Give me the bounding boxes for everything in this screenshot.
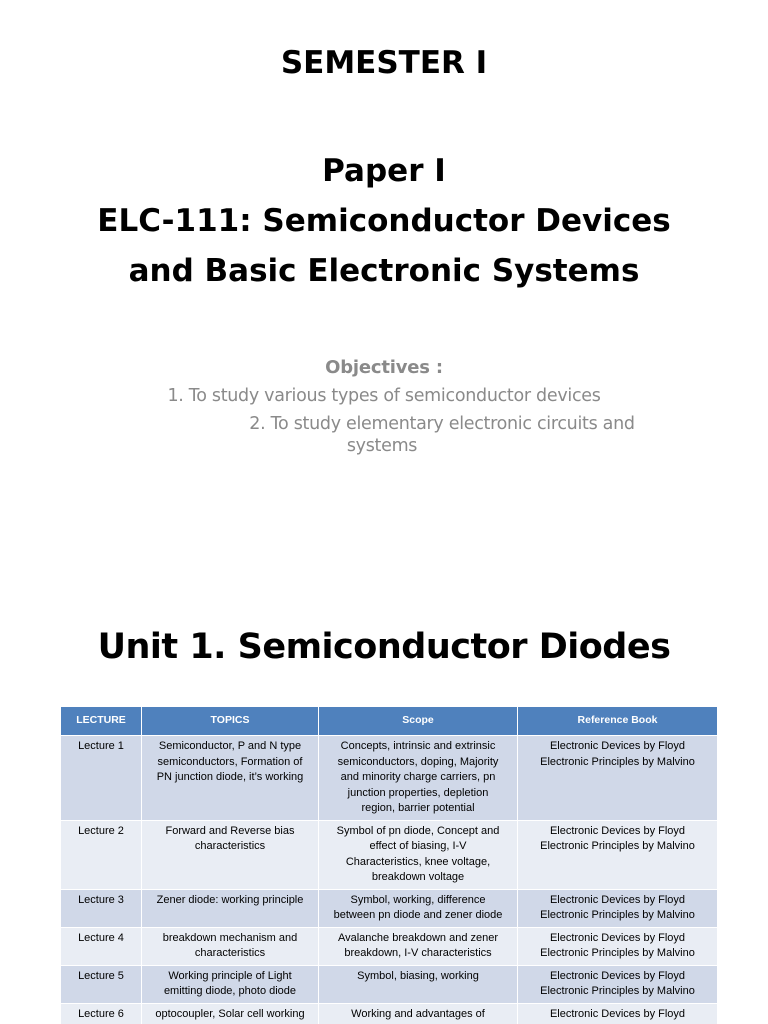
cell-scope-line: semiconductors, doping, Majority [337, 755, 499, 768]
cell-topics-line: semiconductors, Formation of [157, 755, 303, 768]
cell-topics [142, 736, 319, 821]
lecture-table [60, 706, 718, 1024]
objective-2-line: systems [346, 436, 418, 456]
cell-lecture: Lecture 3 [61, 889, 142, 927]
cell-scope-line: between pn diode and zener diode [333, 909, 503, 921]
cell-topics [142, 820, 319, 889]
cell-lecture: Lecture 4 [61, 927, 142, 965]
slide-2 [0, 576, 768, 1024]
cell-scope-line: effect of biasing, I-V [369, 840, 467, 852]
cell-scope-line: breakdown voltage [371, 871, 465, 883]
cell-reference [518, 1003, 718, 1024]
paper-title-line: and Basic Electronic Systems [128, 253, 640, 289]
cell-scope [319, 965, 518, 1003]
cell-topics-line: emitting diode, photo diode [163, 985, 297, 997]
cell-topics [142, 1003, 319, 1024]
table-row [61, 820, 718, 889]
cell-reference-line: Electronic Devices by Floyd [549, 740, 686, 752]
cell-topics-line: characteristics [194, 947, 266, 959]
cell-lecture: Lecture 1 [61, 736, 142, 821]
objectives-heading: Objectives : [325, 357, 443, 378]
cell-topics-line: PN junction diode, it’s working [156, 771, 304, 783]
cell-reference-line: Electronic Devices by Floyd [549, 931, 686, 944]
table-row [61, 889, 718, 927]
cell-scope [319, 820, 518, 889]
cell-scope-line: region, barrier potential [361, 802, 475, 814]
objective-2 [112, 413, 652, 457]
cell-reference-line: Electronic Principles by Malvino [540, 840, 695, 852]
paper-title-line: ELC-111: Semiconductor Devices [97, 203, 671, 239]
cell-reference-line: Electronic Devices by Floyd [549, 1007, 686, 1020]
cell-scope [319, 736, 518, 821]
table-row [61, 965, 718, 1003]
cell-reference-line: Electronic Devices by Floyd [549, 893, 686, 906]
column-header-reference: Reference Book [518, 707, 718, 736]
cell-scope-line: and minority charge carriers, pn [340, 771, 496, 783]
cell-topics [142, 927, 319, 965]
cell-scope-line: Working and advantages of [351, 1007, 485, 1020]
cell-reference-line: Electronic Devices by Floyd [549, 824, 686, 837]
paper-title-line: Paper I [322, 153, 446, 189]
cell-topics-line: Forward and Reverse bias [165, 824, 295, 837]
cell-topics [142, 889, 319, 927]
table-row [61, 927, 718, 965]
column-header-scope: Scope [319, 707, 518, 736]
cell-reference [518, 889, 718, 927]
cell-scope-line: breakdown, I-V characteristics [344, 947, 492, 959]
cell-lecture: Lecture 5 [61, 965, 142, 1003]
table-row [61, 1003, 718, 1024]
cell-topics-line: Semiconductor, P and N type [158, 740, 302, 752]
cell-reference-line: Electronic Principles by Malvino [540, 909, 695, 921]
cell-topics-line: Zener diode: working principle [156, 893, 304, 906]
cell-topics-line: breakdown mechanism and [162, 931, 298, 944]
cell-scope [319, 1003, 518, 1024]
cell-topics-line: characteristics [194, 840, 266, 852]
paper-title [0, 146, 768, 296]
cell-reference-line: Electronic Principles by Malvino [540, 755, 695, 768]
unit-title: Unit 1. Semiconductor Diodes [97, 627, 671, 667]
cell-scope [319, 889, 518, 927]
cell-scope-line: Concepts, intrinsic and extrinsic [340, 740, 496, 752]
cell-lecture: Lecture 6 [61, 1003, 142, 1024]
table-header-row [61, 707, 718, 736]
cell-scope-line: Avalanche breakdown and zener [337, 931, 499, 944]
semester-heading: SEMESTER I [280, 45, 488, 81]
cell-scope-line: Symbol, working, difference [350, 893, 486, 906]
cell-reference [518, 927, 718, 965]
cell-reference-line: Electronic Devices by Floyd [549, 969, 686, 982]
cell-topics-line: optocoupler, Solar cell working [155, 1007, 305, 1020]
cell-reference [518, 820, 718, 889]
cell-topics [142, 965, 319, 1003]
cell-scope-line: Characteristics, knee voltage, [345, 855, 491, 868]
cell-reference-line: Electronic Principles by Malvino [540, 947, 695, 959]
objective-2-line: 2. To study elementary electronic circuits and [249, 414, 635, 434]
column-header-topics: TOPICS [142, 707, 319, 736]
cell-reference-line: Electronic Principles by Malvino [540, 985, 695, 997]
table-body [61, 736, 718, 1024]
objective-1: 1. To study various types of semiconductor devices [167, 386, 601, 406]
cell-reference [518, 965, 718, 1003]
cell-reference [518, 736, 718, 821]
cell-topics-line: Working principle of Light [168, 969, 292, 982]
column-header-lecture: LECTURE [61, 707, 142, 736]
cell-scope-line: junction properties, depletion [347, 786, 489, 799]
cell-lecture: Lecture 2 [61, 820, 142, 889]
cell-scope-line: Symbol of pn diode, Concept and [336, 824, 500, 837]
cell-scope [319, 927, 518, 965]
cell-scope-line: Symbol, biasing, working [357, 969, 479, 982]
table-row [61, 736, 718, 821]
